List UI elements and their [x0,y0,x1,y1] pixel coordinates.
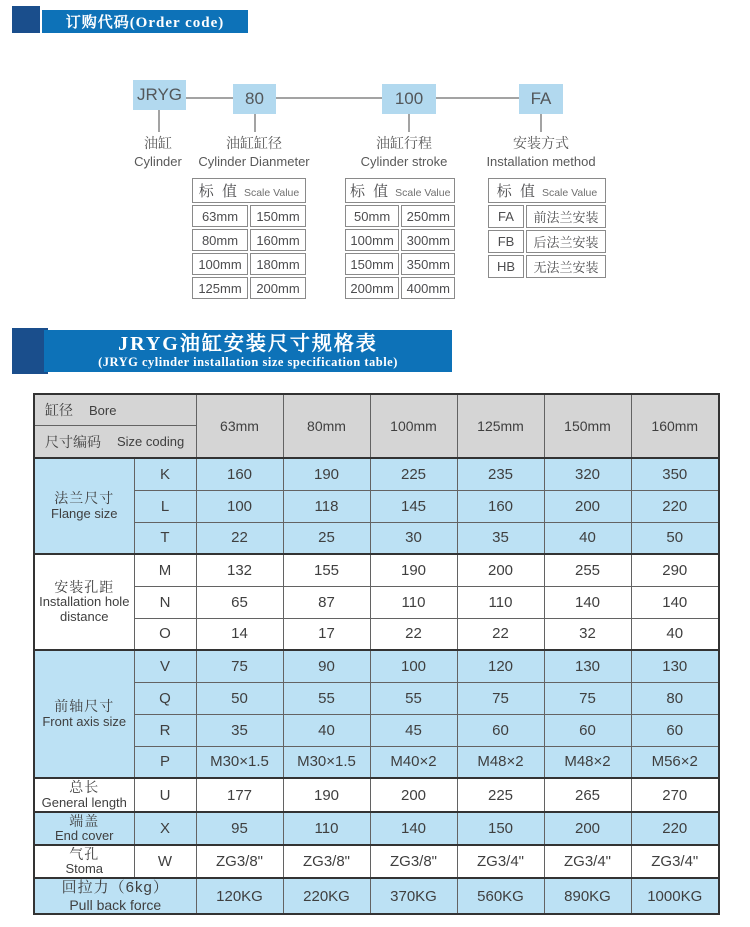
scale-cell: 100mm [192,253,248,275]
spec-value-cell: 40 [544,522,631,554]
row-code-cell: Q [134,682,196,714]
node-stem-line [254,114,256,132]
spec-banner [44,330,452,372]
row-code-cell: K [134,458,196,490]
spec-value-cell: 100 [196,490,283,522]
spec-value-cell: M48×2 [457,746,544,778]
scale-cell: 80mm [192,229,248,251]
spec-value-cell: 890KG [544,878,631,914]
spec-value-cell: 110 [370,586,457,618]
row-code-cell: M [134,554,196,586]
spec-value-cell: 110 [457,586,544,618]
group-label-flange: 法兰尺寸 Flange size [34,458,134,554]
connector-line [276,97,382,99]
row-code-cell: L [134,490,196,522]
column-header-cell: 160mm [631,394,719,458]
scale-cell: 63mm [192,205,248,227]
table-row [34,650,719,682]
spec-value-cell: 255 [544,554,631,586]
spec-value-cell: M48×2 [544,746,631,778]
group-label-stoma: 气孔 Stoma [34,845,134,878]
scale-table-header: 标 值 Scale Value [345,178,455,203]
spec-value-cell: 75 [196,650,283,682]
table-row [345,253,455,275]
spec-value-cell: 95 [196,812,283,845]
diagram-node-stroke: 100 [382,84,436,114]
spec-value-cell: 120 [457,650,544,682]
spec-value-cell: 220KG [283,878,370,914]
spec-value-cell: 55 [370,682,457,714]
spec-value-cell: 190 [370,554,457,586]
spec-value-cell: 150 [457,812,544,845]
spec-value-cell: 120KG [196,878,283,914]
row-code-cell: X [134,812,196,845]
spec-value-cell: 265 [544,778,631,812]
spec-value-cell: 40 [283,714,370,746]
table-header-row [34,394,719,458]
table-row [192,205,306,227]
spec-value-cell: ZG3/8" [370,845,457,878]
table-row [345,229,455,251]
spec-value-cell: 80 [631,682,719,714]
scale-table-installation [486,176,608,280]
node-stem-line [540,114,542,132]
spec-value-cell: 17 [283,618,370,650]
diagram-node-installation: FA [519,84,563,114]
table-row [192,253,306,275]
connector-line [186,97,233,99]
spec-value-cell: 350 [631,458,719,490]
spec-value-cell: 370KG [370,878,457,914]
spec-value-cell: 190 [283,778,370,812]
spec-value-cell: 140 [544,586,631,618]
group-label-hole-distance: 安装孔距 Installation hole distance [34,554,134,650]
column-header-cell: 125mm [457,394,544,458]
row-code-cell: U [134,778,196,812]
table-row [34,618,719,650]
header-accent-square [12,6,40,33]
spec-value-cell: 60 [457,714,544,746]
node-stem-line [158,110,160,132]
corner-size-cn: 尺寸编码 [45,433,101,450]
spec-value-cell: 140 [631,586,719,618]
spec-value-cell: 22 [457,618,544,650]
spec-value-cell: 225 [370,458,457,490]
spec-banner-subtitle: (JRYG cylinder installation size specification table) [98,354,398,369]
spec-value-cell: 190 [283,458,370,490]
spec-value-cell: 22 [370,618,457,650]
spec-value-cell: 50 [196,682,283,714]
corner-size-en: Size coding [117,434,185,449]
table-row [34,522,719,554]
scale-cell: 400mm [401,277,455,299]
spec-value-cell: 30 [370,522,457,554]
spec-value-cell: M40×2 [370,746,457,778]
table-row [34,554,719,586]
node-stem-line [408,114,410,132]
spec-value-cell: ZG3/8" [283,845,370,878]
diagram-node-label: 安装方式 Installation method [486,135,596,169]
table-row [34,845,719,878]
spec-value-cell: M30×1.5 [196,746,283,778]
scale-cell: 150mm [250,205,306,227]
scale-cell: 100mm [345,229,399,251]
scale-cell: 200mm [250,277,306,299]
scale-cell: 180mm [250,253,306,275]
connector-line [436,97,519,99]
spec-value-cell: ZG3/4" [631,845,719,878]
table-row [488,178,606,203]
spec-value-cell: ZG3/4" [544,845,631,878]
spec-table [33,393,720,915]
group-label-pull-back-force: 回拉力（6kg） Pull back force [34,878,196,914]
scale-table-header: 标 值 Scale Value [192,178,306,203]
table-row [192,178,306,203]
spec-value-cell: ZG3/4" [457,845,544,878]
scale-cell: FA [488,205,524,228]
spec-value-cell: 87 [283,586,370,618]
table-row [34,714,719,746]
table-row [34,778,719,812]
table-row [192,229,306,251]
spec-value-cell: 110 [283,812,370,845]
table-row [34,812,719,845]
spec-value-cell: 22 [196,522,283,554]
row-code-cell: O [134,618,196,650]
table-row [345,277,455,299]
table-row [345,178,455,203]
scale-table-diameter [190,176,308,301]
table-row [488,230,606,253]
spec-value-cell: 220 [631,812,719,845]
spec-value-cell: 50 [631,522,719,554]
scale-cell: HB [488,255,524,278]
group-label-front-axis: 前轴尺寸 Front axis size [34,650,134,778]
scale-cell: 200mm [345,277,399,299]
diagram-node-label: 油缸行程 Cylinder stroke [360,135,448,169]
spec-value-cell: 40 [631,618,719,650]
row-code-cell: V [134,650,196,682]
order-code-banner [42,10,248,33]
diagram-node-cylinder: JRYG [133,80,186,110]
group-label-general-length: 总长 General length [34,778,134,812]
scale-cell: FB [488,230,524,253]
spec-value-cell: 14 [196,618,283,650]
spec-value-cell: 160 [196,458,283,490]
spec-value-cell: 65 [196,586,283,618]
spec-value-cell: 140 [370,812,457,845]
spec-value-cell: 90 [283,650,370,682]
spec-value-cell: 75 [544,682,631,714]
scale-cell: 前法兰安装 [526,205,606,228]
spec-value-cell: 118 [283,490,370,522]
spec-value-cell: 200 [544,490,631,522]
spec-value-cell: 200 [370,778,457,812]
spec-value-cell: 25 [283,522,370,554]
scale-cell: 125mm [192,277,248,299]
column-header-cell: 100mm [370,394,457,458]
table-row [34,878,719,914]
scale-cell: 160mm [250,229,306,251]
table-row [345,205,455,227]
table-row [34,490,719,522]
spec-value-cell: 60 [544,714,631,746]
scale-cell: 300mm [401,229,455,251]
scale-cell: 250mm [401,205,455,227]
diagram-node-label: 油缸缸径 Cylinder Dianmeter [198,135,310,169]
table-row [34,458,719,490]
corner-bore-en: Bore [89,402,117,418]
spec-value-cell: 290 [631,554,719,586]
spec-value-cell: 220 [631,490,719,522]
scale-cell: 150mm [345,253,399,275]
corner-cell [34,394,196,458]
row-code-cell: R [134,714,196,746]
spec-value-cell: M30×1.5 [283,746,370,778]
spec-value-cell: 145 [370,490,457,522]
scale-cell: 后法兰安装 [526,230,606,253]
spec-value-cell: 235 [457,458,544,490]
row-code-cell: N [134,586,196,618]
spec-value-cell: 75 [457,682,544,714]
table-row [488,255,606,278]
scale-cell: 无法兰安装 [526,255,606,278]
table-row [34,682,719,714]
spec-value-cell: 45 [370,714,457,746]
spec-value-cell: 55 [283,682,370,714]
scale-table-header: 标 值 Scale Value [488,178,606,203]
spec-value-cell: 35 [196,714,283,746]
scale-cell: 350mm [401,253,455,275]
column-header-cell: 80mm [283,394,370,458]
diagram-node-diameter: 80 [233,84,276,114]
row-code-cell: P [134,746,196,778]
spec-value-cell: M56×2 [631,746,719,778]
spec-value-cell: 60 [631,714,719,746]
spec-value-cell: 1000KG [631,878,719,914]
spec-value-cell: 100 [370,650,457,682]
spec-value-cell: 32 [544,618,631,650]
spec-value-cell: 177 [196,778,283,812]
spec-value-cell: 160 [457,490,544,522]
table-row [488,205,606,228]
column-header-cell: 63mm [196,394,283,458]
spec-value-cell: 130 [631,650,719,682]
spec-value-cell: 200 [544,812,631,845]
spec-value-cell: ZG3/8" [196,845,283,878]
spec-value-cell: 270 [631,778,719,812]
row-code-cell: T [134,522,196,554]
table-row [192,277,306,299]
row-code-cell: W [134,845,196,878]
spec-value-cell: 35 [457,522,544,554]
spec-value-cell: 155 [283,554,370,586]
spec-value-cell: 132 [196,554,283,586]
column-header-cell: 150mm [544,394,631,458]
spec-value-cell: 225 [457,778,544,812]
spec-value-cell: 320 [544,458,631,490]
spec-value-cell: 130 [544,650,631,682]
diagram-node-label: 油缸 Cylinder [134,135,182,169]
spec-table-wrapper [33,393,720,915]
table-row [34,746,719,778]
spec-value-cell: 200 [457,554,544,586]
group-label-end-cover: 端盖 End cover [34,812,134,845]
scale-cell: 50mm [345,205,399,227]
corner-bore-cn: 缸径 [45,402,73,418]
order-code-title: 订购代码(Order code) [65,15,225,31]
spec-value-cell: 560KG [457,878,544,914]
spec-accent-square [12,328,48,374]
spec-banner-title: JRYG油缸安装尺寸规格表 [118,332,378,355]
scale-table-stroke [343,176,457,301]
table-row [34,586,719,618]
